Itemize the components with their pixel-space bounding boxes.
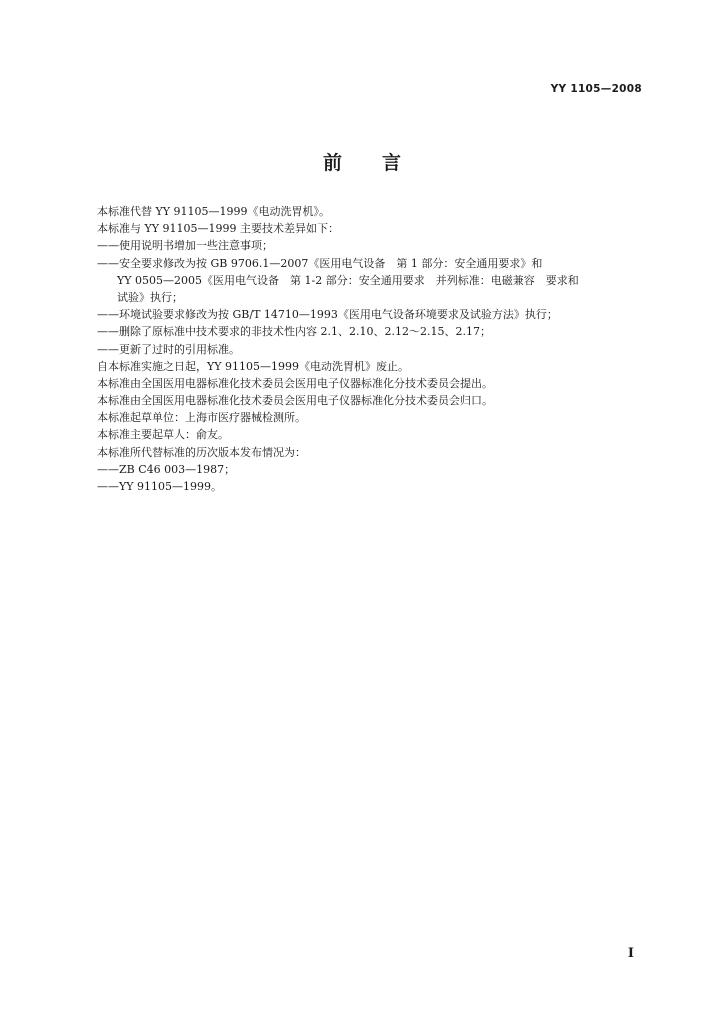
page-title [0, 148, 724, 175]
text-line: ——更新了过时的引用标准。 [97, 342, 240, 356]
page-number: I [627, 946, 634, 961]
text-line: 本标准与 YY 91105—1999 主要技术差异如下： [97, 222, 339, 236]
text-line: 本标准所代替标准的历次版本发布情况为： [97, 445, 306, 459]
text-line: ——环境试验要求修改为按 GB/T 14710—1993《医用电气设备环境要求及试验方法》执行； [97, 308, 558, 322]
text-line: ——安全要求修改为按 GB 9706.1—2007《医用电气设备 第 1 部分：安全通用要求》和 [97, 256, 543, 270]
text-line: 本标准由全国医用电器标准化技术委员会医用电子仪器标准化分技术委员会提出。 [97, 376, 493, 390]
title-char-1: 前 [322, 152, 342, 174]
standard-code: YY 1105—2008 [550, 83, 642, 95]
text-line: 试验》执行； [117, 290, 183, 304]
text-line: 本标准主要起草人：俞友。 [97, 428, 229, 442]
text-line: 本标准由全国医用电器标准化技术委员会医用电子仪器标准化分技术委员会归口。 [97, 394, 493, 408]
text-line: ——ZB C46 003—1987； [97, 462, 236, 476]
text-line: YY 0505—2005《医用电气设备 第 1-2 部分：安全通用要求 并列标准：电磁兼容 要求和 [117, 273, 579, 287]
text-line: 本标准起草单位：上海市医疗器械检测所。 [97, 411, 306, 425]
text-line: ——删除了原标准中技术要求的非技术性内容 2.1、2.10、2.12～2.15、2.17； [97, 325, 491, 339]
title-char-2: 言 [382, 152, 402, 174]
text-line: ——使用说明书增加一些注意事项； [97, 239, 273, 253]
text-line: 自本标准实施之日起，YY 91105—1999《电动洗胃机》废止。 [97, 359, 410, 373]
foreword-body [97, 203, 645, 495]
text-line: ——YY 91105—1999。 [97, 480, 223, 493]
text-line: 本标准代替 YY 91105—1999《电动洗胃机》。 [97, 205, 331, 218]
